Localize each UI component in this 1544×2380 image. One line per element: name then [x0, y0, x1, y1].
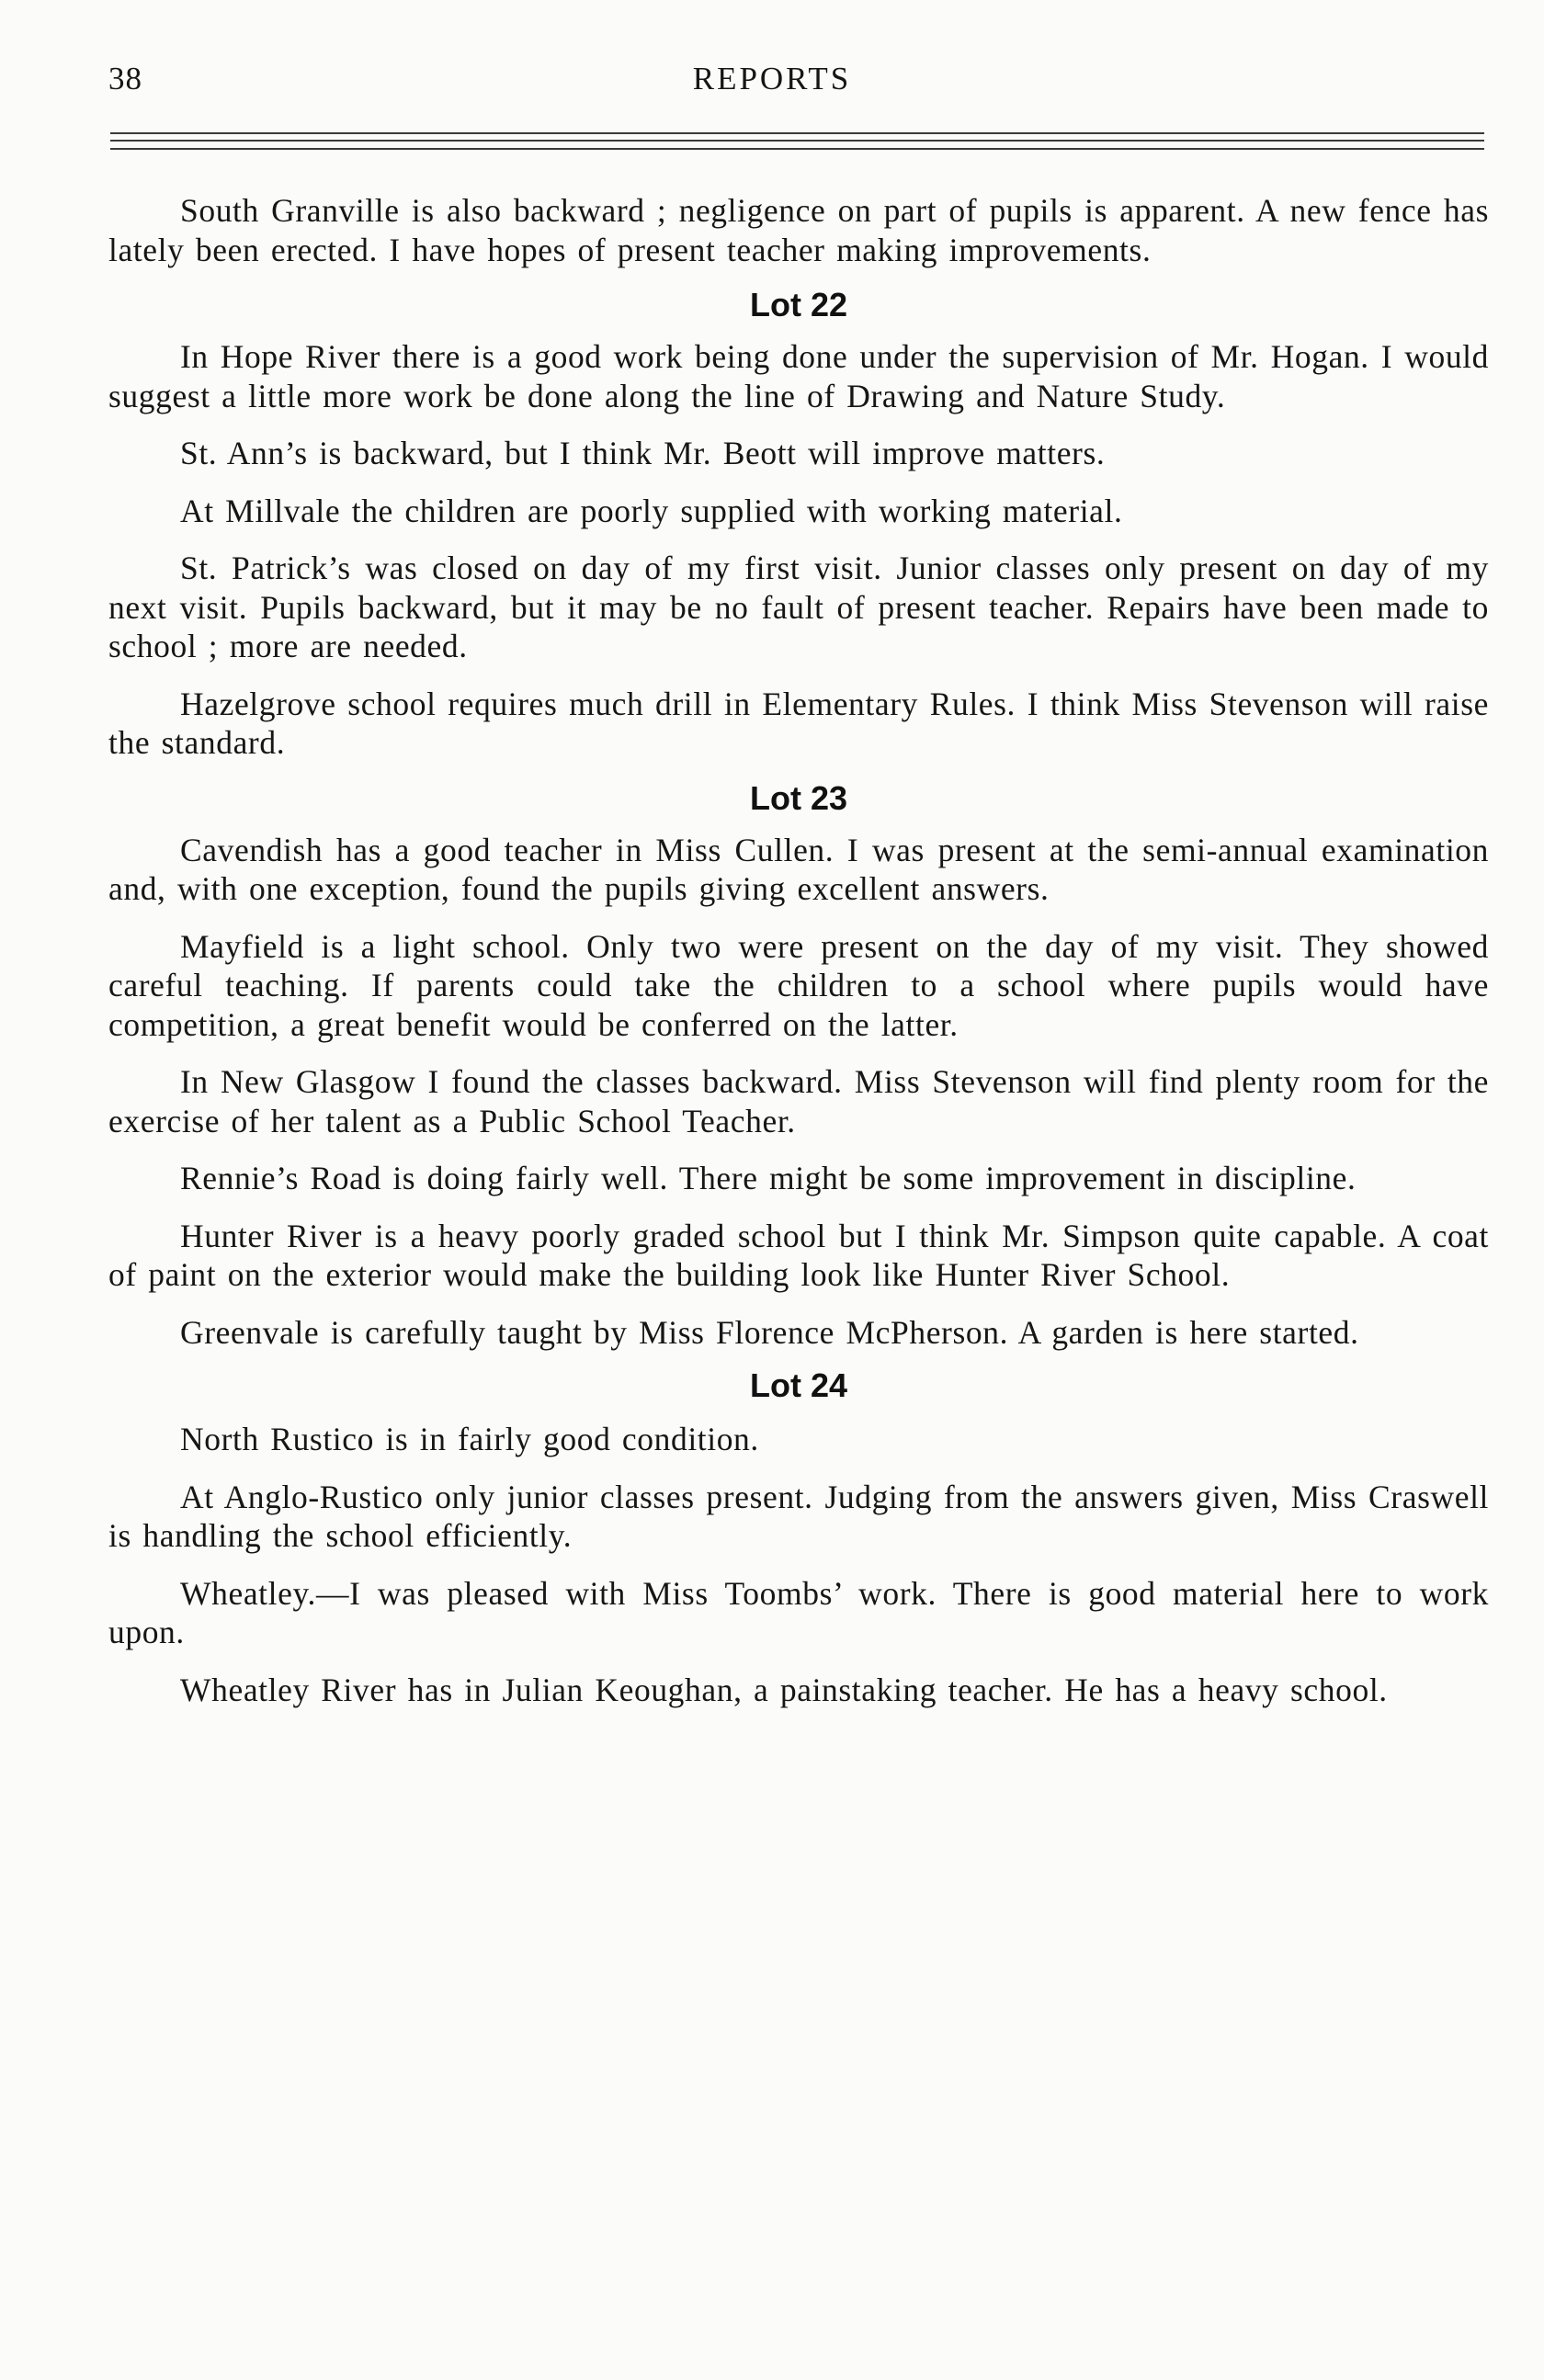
- section-heading: Lot 23: [749, 778, 847, 817]
- paragraph: Mayfield is a light school. Only two were present on the day of my visit. They showed careful teaching. If parents could take the children to a school where pupils would have competition, a great benefit would be conferred on the latter.: [108, 927, 1489, 1043]
- section-heading: Lot 22: [749, 286, 847, 323]
- paragraph: Hunter River is a heavy poorly graded school but I think Mr. Simpson quite capable. A coat of paint on the exterior would make the building look like Hunter River School.: [108, 1217, 1489, 1293]
- paragraph: At Millvale the children are poorly supplied with working material.: [180, 492, 1123, 529]
- paragraph: St. Patrick’s was closed on day of my first visit. Junior classes only present on day of my next visit. Pupils backward, but it may be no fault of present teacher. Repairs have been made to school ; more are needed.: [108, 550, 1489, 664]
- paragraph: St. Ann’s is backward, but I think Mr. Beott will improve matters.: [180, 435, 1106, 471]
- header-rule: [110, 140, 1484, 142]
- header-rule: [110, 132, 1484, 134]
- paragraph: In New Glasgow I found the classes backward. Miss Stevenson will find plenty room for the exercise of her talent as a Public School Teacher.: [108, 1063, 1489, 1139]
- paragraph: Greenvale is carefully taught by Miss Florence McPherson. A garden is here started.: [180, 1313, 1359, 1351]
- header-rule: [110, 148, 1484, 150]
- paragraph: Wheatley River has in Julian Keoughan, a painstaking teacher. He has a heavy school.: [180, 1671, 1388, 1708]
- section-heading: Lot 24: [749, 1366, 847, 1404]
- paragraph: North Rustico is in fairly good condition.: [180, 1421, 759, 1457]
- page-number: 38: [108, 61, 142, 96]
- running-head: REPORTS: [692, 61, 852, 96]
- paragraph: Hazelgrove school requires much drill in Elementary Rules. I think Miss Stevenson will raise the standard.: [108, 685, 1489, 761]
- paragraph: At Anglo-Rustico only junior classes present. Judging from the answers given, Miss Craswell is handling the school efficiently.: [108, 1478, 1489, 1554]
- paragraph: South Granville is also backward ; negligence on part of pupils is apparent. A new fence has lately been erected. I have hopes of present teacher making improvements.: [108, 192, 1489, 268]
- paragraph: In Hope River there is a good work being done under the supervision of Mr. Hogan. I would suggest a little more work be done along the line of Drawing and Nature Study.: [108, 338, 1489, 414]
- paragraph: Cavendish has a good teacher in Miss Cullen. I was present at the semi-annual examination and, with one exception, found the pupils giving excellent answers.: [108, 831, 1489, 907]
- body-text: [108, 191, 1489, 1709]
- paragraph: Wheatley.—I was pleased with Miss Toombs’ work. There is good material here to work upon.: [108, 1574, 1489, 1650]
- paragraph: Rennie’s Road is doing fairly well. There might be some improvement in discipline.: [180, 1160, 1357, 1196]
